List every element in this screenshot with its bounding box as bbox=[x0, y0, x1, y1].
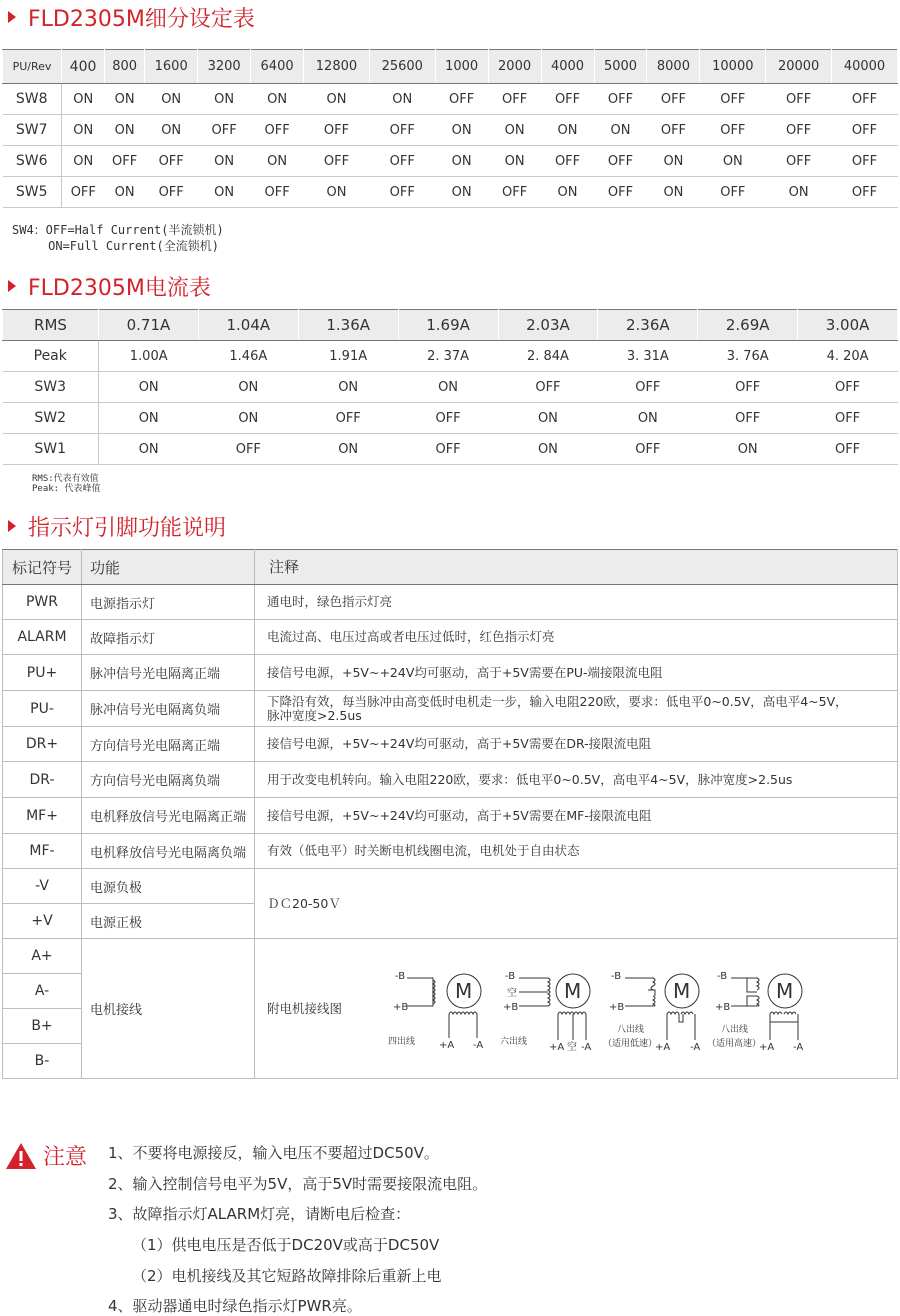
pin-symbol: MF- bbox=[3, 834, 82, 869]
pin-function: 电源正极 bbox=[82, 904, 255, 939]
row-label: Peak bbox=[3, 341, 99, 372]
wire-label: +B bbox=[393, 1002, 409, 1013]
header-symbol: 标记符号 bbox=[3, 550, 82, 585]
table-row bbox=[3, 115, 898, 146]
wire-label: -A bbox=[473, 1040, 484, 1051]
wiring-caption: 八出线 bbox=[721, 1025, 749, 1035]
switch-state: ON bbox=[594, 115, 647, 146]
switch-state: ON bbox=[541, 115, 594, 146]
pin-note-text: 下降沿有效，每当脉冲由高变低时电机走一步，输入电阻220欧，要求：低电平0~0.5V，高电平4~5V， bbox=[267, 693, 848, 709]
cell-value: 1.46A bbox=[198, 341, 298, 372]
switch-state: OFF bbox=[251, 115, 304, 146]
pin-note bbox=[255, 655, 898, 691]
switch-state: OFF bbox=[832, 177, 898, 208]
switch-state: ON bbox=[541, 177, 594, 208]
motor-wiring-diagram bbox=[385, 966, 815, 1056]
header-cell: RMS bbox=[3, 310, 99, 341]
pin-note bbox=[255, 798, 898, 834]
motor-note: 附电机接线图 bbox=[255, 939, 898, 1079]
pin-symbol: MF+ bbox=[3, 798, 82, 834]
notice-item: 4、驱动器通电时绿色指示灯PWR亮。 bbox=[108, 1297, 362, 1315]
switch-state: OFF bbox=[145, 146, 198, 177]
pin-symbol: DR+ bbox=[3, 727, 82, 762]
switch-state: ON bbox=[488, 115, 541, 146]
switch-state: ON bbox=[62, 115, 105, 146]
table-header-row bbox=[3, 550, 898, 585]
header-cell: 10000 bbox=[700, 50, 766, 84]
switch-state: ON bbox=[251, 146, 304, 177]
switch-state: OFF bbox=[541, 146, 594, 177]
switch-state: OFF bbox=[832, 84, 898, 115]
row-label: SW3 bbox=[3, 372, 99, 403]
row-label: SW2 bbox=[3, 403, 99, 434]
switch-state: ON bbox=[198, 146, 251, 177]
pin-function: 方向信号光电隔离正端 bbox=[82, 727, 255, 762]
switch-state: OFF bbox=[832, 146, 898, 177]
switch-state: OFF bbox=[198, 115, 251, 146]
pin-symbol: DR- bbox=[3, 762, 82, 798]
cell-value: ON bbox=[498, 403, 598, 434]
switch-state: ON bbox=[647, 146, 700, 177]
wire-label: +B bbox=[715, 1002, 731, 1013]
pin-note-text: 有效（低电平）时关断电机线圈电流，电机处于自由状态 bbox=[267, 843, 580, 858]
pin-note bbox=[255, 834, 898, 869]
cell-value: OFF bbox=[198, 434, 298, 465]
header-cell: 25600 bbox=[369, 50, 435, 84]
switch-state: ON bbox=[766, 177, 832, 208]
switch-state: ON bbox=[488, 146, 541, 177]
header-cell: 2.36A bbox=[598, 310, 698, 341]
table-row bbox=[3, 691, 898, 727]
cell-value: 2. 84A bbox=[498, 341, 598, 372]
cell-value: OFF bbox=[698, 403, 798, 434]
pins-title: 指示灯引脚功能说明 bbox=[28, 515, 227, 541]
switch-state: ON bbox=[369, 84, 435, 115]
table-row bbox=[3, 834, 898, 869]
header-cell: 2.69A bbox=[698, 310, 798, 341]
switch-state: OFF bbox=[647, 84, 700, 115]
wire-label: 空 bbox=[507, 988, 517, 999]
switch-state: OFF bbox=[251, 177, 304, 208]
header-cell: 2.03A bbox=[498, 310, 598, 341]
pin-note-text: 通电时，绿色指示灯亮 bbox=[267, 594, 393, 609]
wire-label: +B bbox=[503, 1002, 519, 1013]
notice-title: 注意 bbox=[43, 1145, 88, 1170]
header-cell: 12800 bbox=[304, 50, 370, 84]
section-title-pins bbox=[8, 511, 226, 541]
cell-value: 4. 20A bbox=[798, 341, 898, 372]
pin-note bbox=[255, 727, 898, 762]
cell-value: OFF bbox=[398, 434, 498, 465]
table-row bbox=[3, 372, 898, 403]
pin-symbol: PU+ bbox=[3, 655, 82, 691]
warning-icon bbox=[5, 1142, 37, 1170]
pin-note-text: 用于改变电机转向。输入电阻220欧，要求：低电平0~0.5V，高电平4~5V，脉冲宽度>2.5us bbox=[267, 771, 793, 787]
header-cell: 3200 bbox=[198, 50, 251, 84]
cell-value: 3. 31A bbox=[598, 341, 698, 372]
table-row bbox=[3, 727, 898, 762]
pin-note-text: 脉冲宽度>2.5us bbox=[267, 707, 362, 723]
header-cell: 1.36A bbox=[298, 310, 398, 341]
wire-label: -A bbox=[581, 1042, 592, 1053]
header-cell: 1000 bbox=[435, 50, 488, 84]
pin-note bbox=[255, 691, 898, 727]
notice-item: （1）供电电压是否低于DC20V或高于DC50V bbox=[132, 1236, 440, 1254]
switch-state: OFF bbox=[369, 146, 435, 177]
header-cell: 20000 bbox=[766, 50, 832, 84]
wire-label: +A bbox=[439, 1040, 455, 1051]
switch-state: ON bbox=[198, 177, 251, 208]
switch-state: OFF bbox=[700, 84, 766, 115]
switch-state: OFF bbox=[594, 177, 647, 208]
switch-state: OFF bbox=[832, 115, 898, 146]
table-row bbox=[3, 341, 898, 372]
switch-state: ON bbox=[304, 84, 370, 115]
switch-state: ON bbox=[145, 115, 198, 146]
wiring-caption: （适用高速） bbox=[707, 1039, 762, 1049]
wiring-caption: 四出线 bbox=[388, 1037, 416, 1047]
header-cell: 4000 bbox=[541, 50, 594, 84]
cell-value: ON bbox=[99, 372, 199, 403]
pin-note-text: 接信号电源，+5V~+24V均可驱动，高于+5V需要在DR-接限流电阻 bbox=[267, 736, 652, 751]
wire-label: +B bbox=[609, 1002, 625, 1013]
wire-label: +A bbox=[549, 1042, 565, 1053]
pin-function: 电机接线 bbox=[82, 939, 255, 1079]
current-title: FLD2305M电流表 bbox=[28, 275, 211, 301]
header-cell: 5000 bbox=[594, 50, 647, 84]
header-cell: 2000 bbox=[488, 50, 541, 84]
pin-symbol: +V bbox=[3, 904, 82, 939]
pin-function: 脉冲信号光电隔离负端 bbox=[82, 691, 255, 727]
current-table bbox=[2, 309, 898, 465]
cell-value: ON bbox=[99, 403, 199, 434]
header-function: 功能 bbox=[82, 550, 255, 585]
switch-label: SW6 bbox=[3, 146, 62, 177]
pin-function: 方向信号光电隔离负端 bbox=[82, 762, 255, 798]
pin-function: 电源指示灯 bbox=[82, 585, 255, 620]
header-cell: PU/Rev bbox=[3, 50, 62, 84]
switch-state: OFF bbox=[594, 84, 647, 115]
table-row bbox=[3, 146, 898, 177]
pin-note-text: 接信号电源，+5V~+24V均可驱动，高于+5V需要在PU-端接限流电阻 bbox=[267, 664, 663, 680]
switch-state: ON bbox=[105, 115, 145, 146]
pin-symbol: ALARM bbox=[3, 620, 82, 655]
cell-value: OFF bbox=[398, 403, 498, 434]
pin-note-text: 电流过高、电压过高或者电压过低时，红色指示灯亮 bbox=[267, 629, 555, 644]
switch-state: OFF bbox=[435, 84, 488, 115]
cell-value: 1.91A bbox=[298, 341, 398, 372]
pin-function: 电机释放信号光电隔离正端 bbox=[82, 798, 255, 834]
section-title-current bbox=[8, 271, 211, 301]
header-cell: 0.71A bbox=[99, 310, 199, 341]
cell-value: OFF bbox=[798, 434, 898, 465]
cell-value: OFF bbox=[798, 372, 898, 403]
section-title-subdivision bbox=[8, 2, 255, 32]
wire-label: -A bbox=[793, 1042, 804, 1053]
switch-state: OFF bbox=[488, 177, 541, 208]
wire-label: 空 bbox=[567, 1042, 577, 1053]
header-cell: 6400 bbox=[251, 50, 304, 84]
switch-label: SW8 bbox=[3, 84, 62, 115]
cell-value: 3. 76A bbox=[698, 341, 798, 372]
table-row bbox=[3, 620, 898, 655]
table-row bbox=[3, 762, 898, 798]
switch-state: ON bbox=[251, 84, 304, 115]
switch-state: ON bbox=[145, 84, 198, 115]
pin-note-text: 接信号电源，+5V~+24V均可驱动，高于+5V需要在MF-接限流电阻 bbox=[267, 807, 652, 823]
cell-value: ON bbox=[498, 434, 598, 465]
switch-state: ON bbox=[435, 146, 488, 177]
wire-label: -B bbox=[717, 971, 728, 982]
peak-note: Peak: 代表峰值 bbox=[32, 484, 101, 494]
switch-state: OFF bbox=[105, 146, 145, 177]
header-cell: 3.00A bbox=[798, 310, 898, 341]
header-cell: 1.04A bbox=[198, 310, 298, 341]
switch-state: ON bbox=[700, 146, 766, 177]
switch-state: OFF bbox=[62, 177, 105, 208]
switch-state: OFF bbox=[541, 84, 594, 115]
rms-note: RMS:代表有效值 bbox=[32, 474, 99, 484]
pin-function: 电机释放信号光电隔离负端 bbox=[82, 834, 255, 869]
pin-function: 电源负极 bbox=[82, 869, 255, 904]
cell-value: ON bbox=[298, 372, 398, 403]
pin-symbol: B- bbox=[3, 1044, 82, 1079]
table-header-row bbox=[3, 50, 898, 84]
header-cell: 8000 bbox=[647, 50, 700, 84]
switch-state: OFF bbox=[766, 146, 832, 177]
switch-state: OFF bbox=[369, 177, 435, 208]
switch-state: OFF bbox=[594, 146, 647, 177]
table-header-row bbox=[3, 310, 898, 341]
table-row bbox=[3, 798, 898, 834]
switch-state: OFF bbox=[369, 115, 435, 146]
switch-state: OFF bbox=[766, 84, 832, 115]
row-label: SW1 bbox=[3, 434, 99, 465]
pin-symbol: A+ bbox=[3, 939, 82, 974]
switch-state: ON bbox=[62, 146, 105, 177]
pin-function: 故障指示灯 bbox=[82, 620, 255, 655]
table-row bbox=[3, 655, 898, 691]
wire-label: +A bbox=[655, 1042, 671, 1053]
cell-value: OFF bbox=[698, 372, 798, 403]
table-row bbox=[3, 84, 898, 115]
wiring-caption: （适用低速） bbox=[603, 1039, 658, 1049]
motor-letter: M bbox=[673, 979, 691, 1003]
sw4-note-line-2: ON=Full Current(全流锁机) bbox=[12, 239, 219, 253]
cell-value: ON bbox=[298, 434, 398, 465]
cell-value: ON bbox=[99, 434, 199, 465]
header-cell: 800 bbox=[105, 50, 145, 84]
header-cell: 1600 bbox=[145, 50, 198, 84]
notice-item: 1、不要将电源接反，输入电压不要超过DC50V。 bbox=[108, 1144, 439, 1162]
wire-label: +A bbox=[759, 1042, 775, 1053]
switch-label: SW7 bbox=[3, 115, 62, 146]
switch-state: ON bbox=[304, 177, 370, 208]
notice-header bbox=[5, 1140, 87, 1171]
section-marker-icon bbox=[8, 520, 16, 532]
section-marker-icon bbox=[8, 11, 16, 23]
header-cell: 1.69A bbox=[398, 310, 498, 341]
header-cell: 400 bbox=[62, 50, 105, 84]
cell-value: OFF bbox=[798, 403, 898, 434]
table-row bbox=[3, 403, 898, 434]
table-row bbox=[3, 177, 898, 208]
table-row bbox=[3, 434, 898, 465]
switch-state: OFF bbox=[700, 177, 766, 208]
table-row bbox=[3, 585, 898, 620]
motor-letter: M bbox=[455, 979, 473, 1003]
header-note: 注释 bbox=[255, 550, 898, 585]
notice-item: （2）电机接线及其它短路故障排除后重新上电 bbox=[132, 1267, 442, 1285]
power-note: ＤＣ20-50Ｖ bbox=[255, 869, 898, 939]
wiring-caption: 八出线 bbox=[617, 1025, 645, 1035]
cell-value: OFF bbox=[498, 372, 598, 403]
cell-value: 1.00A bbox=[99, 341, 199, 372]
motor-letter: M bbox=[776, 979, 794, 1003]
pin-note bbox=[255, 620, 898, 655]
subdivision-table bbox=[2, 49, 898, 208]
switch-state: ON bbox=[105, 84, 145, 115]
switch-state: ON bbox=[105, 177, 145, 208]
section-marker-icon bbox=[8, 280, 16, 292]
pin-symbol: -V bbox=[3, 869, 82, 904]
table-row bbox=[3, 869, 898, 904]
pin-note bbox=[255, 762, 898, 798]
pin-note bbox=[255, 585, 898, 620]
cell-value: ON bbox=[198, 372, 298, 403]
switch-state: ON bbox=[62, 84, 105, 115]
cell-value: OFF bbox=[598, 372, 698, 403]
switch-state: OFF bbox=[700, 115, 766, 146]
wire-label: -B bbox=[395, 971, 406, 982]
pin-function: 脉冲信号光电隔离正端 bbox=[82, 655, 255, 691]
switch-state: OFF bbox=[145, 177, 198, 208]
motor-letter: M bbox=[564, 979, 582, 1003]
switch-state: ON bbox=[647, 177, 700, 208]
notice-item: 2、输入控制信号电平为5V，高于5V时需要接限流电阻。 bbox=[108, 1175, 488, 1193]
cell-value: OFF bbox=[598, 434, 698, 465]
wiring-caption: 六出线 bbox=[500, 1037, 528, 1047]
cell-value: ON bbox=[598, 403, 698, 434]
switch-state: OFF bbox=[647, 115, 700, 146]
cell-value: OFF bbox=[298, 403, 398, 434]
cell-value: 2. 37A bbox=[398, 341, 498, 372]
switch-label: SW5 bbox=[3, 177, 62, 208]
wire-label: -B bbox=[611, 971, 622, 982]
switch-state: OFF bbox=[304, 115, 370, 146]
switch-state: ON bbox=[435, 177, 488, 208]
pin-symbol: PWR bbox=[3, 585, 82, 620]
cell-value: ON bbox=[398, 372, 498, 403]
switch-state: OFF bbox=[304, 146, 370, 177]
wire-label: -A bbox=[690, 1042, 701, 1053]
wire-label: -B bbox=[505, 971, 516, 982]
switch-state: OFF bbox=[488, 84, 541, 115]
switch-state: ON bbox=[198, 84, 251, 115]
subdivision-title: FLD2305M细分设定表 bbox=[28, 6, 255, 32]
switch-state: OFF bbox=[766, 115, 832, 146]
cell-value: ON bbox=[698, 434, 798, 465]
pin-symbol: B+ bbox=[3, 1009, 82, 1044]
header-cell: 40000 bbox=[832, 50, 898, 84]
cell-value: ON bbox=[198, 403, 298, 434]
sw4-note-line-1: SW4：OFF=Half Current(半流锁机) bbox=[12, 223, 224, 237]
notice-item: 3、故障指示灯ALARM灯亮，请断电后检查： bbox=[108, 1205, 411, 1223]
pin-symbol: A- bbox=[3, 974, 82, 1009]
pin-symbol: PU- bbox=[3, 691, 82, 727]
switch-state: ON bbox=[435, 115, 488, 146]
